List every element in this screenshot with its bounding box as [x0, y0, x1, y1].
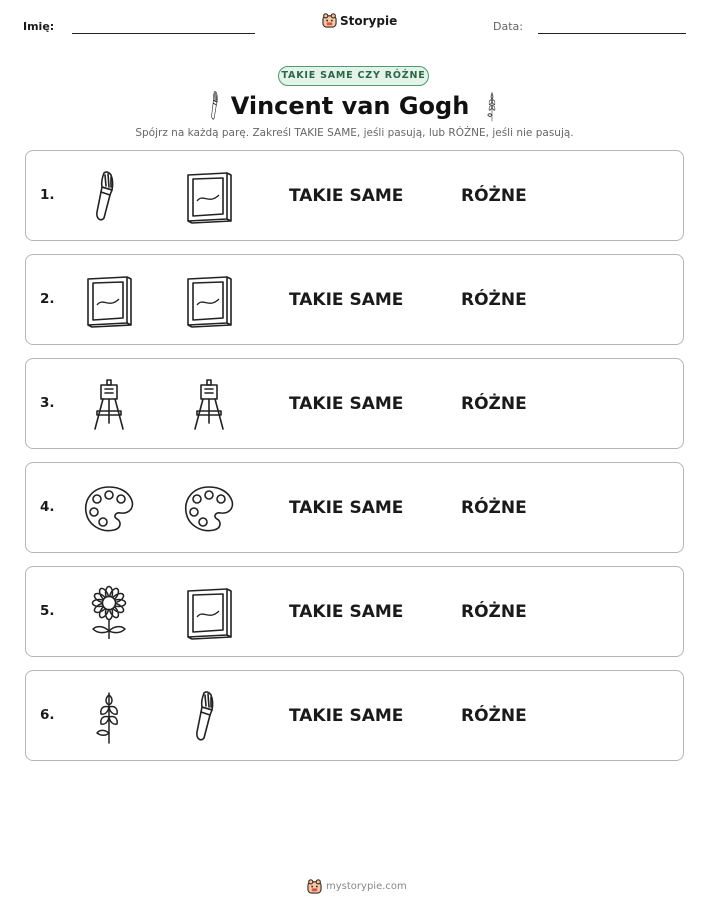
brand — [322, 13, 397, 28]
footer — [307, 879, 407, 894]
same-option[interactable]: TAKIE SAME — [289, 498, 404, 518]
easel-icon — [81, 377, 137, 433]
palette-icon — [81, 481, 137, 537]
palette-icon — [181, 481, 237, 537]
date-label: Data: — [493, 20, 523, 33]
exercise-row — [25, 566, 684, 657]
exercise-row — [25, 670, 684, 761]
wheat-icon — [81, 689, 137, 745]
framed-canvas-icon — [181, 169, 237, 225]
page-title: Vincent van Gogh — [230, 92, 470, 120]
worksheet-badge: TAKIE SAME CZY RÓŻNE — [278, 66, 429, 86]
brand-name: Storypie — [340, 13, 398, 28]
easel-icon — [181, 377, 237, 433]
instructions: Spójrz na każdą parę. Zakreśl TAKIE SAME, jeśli pasują, lub RÓŻNE, jeśli nie pasują. — [135, 127, 574, 139]
wheat-icon — [482, 90, 502, 122]
same-option[interactable]: TAKIE SAME — [289, 394, 404, 414]
storypie-logo-icon — [307, 879, 322, 894]
same-option[interactable]: TAKIE SAME — [289, 186, 404, 206]
different-option[interactable]: RÓŻNE — [461, 498, 527, 518]
row-number: 4. — [40, 499, 55, 515]
different-option[interactable]: RÓŻNE — [461, 186, 527, 206]
exercise-row — [25, 358, 684, 449]
storypie-logo-icon — [322, 13, 337, 28]
framed-canvas-icon — [181, 273, 237, 329]
different-option[interactable]: RÓŻNE — [461, 290, 527, 310]
row-number: 6. — [40, 707, 55, 723]
date-line[interactable] — [538, 33, 686, 34]
row-number: 5. — [40, 603, 55, 619]
name-line[interactable] — [72, 33, 255, 34]
same-option[interactable]: TAKIE SAME — [289, 290, 404, 310]
exercise-row — [25, 254, 684, 345]
framed-canvas-icon — [181, 585, 237, 641]
exercise-row — [25, 462, 684, 553]
row-number: 2. — [40, 291, 55, 307]
different-option[interactable]: RÓŻNE — [461, 394, 527, 414]
different-option[interactable]: RÓŻNE — [461, 706, 527, 726]
footer-url[interactable]: mystorypie.com — [326, 881, 407, 892]
paintbrush-icon — [181, 689, 237, 745]
framed-canvas-icon — [81, 273, 137, 329]
same-option[interactable]: TAKIE SAME — [289, 602, 404, 622]
different-option[interactable]: RÓŻNE — [461, 602, 527, 622]
same-option[interactable]: TAKIE SAME — [289, 706, 404, 726]
row-number: 1. — [40, 187, 55, 203]
exercise-row — [25, 150, 684, 241]
paintbrush-icon — [81, 169, 137, 225]
row-number: 3. — [40, 395, 55, 411]
name-label: Imię: — [23, 20, 55, 33]
sunflower-icon — [81, 585, 137, 641]
